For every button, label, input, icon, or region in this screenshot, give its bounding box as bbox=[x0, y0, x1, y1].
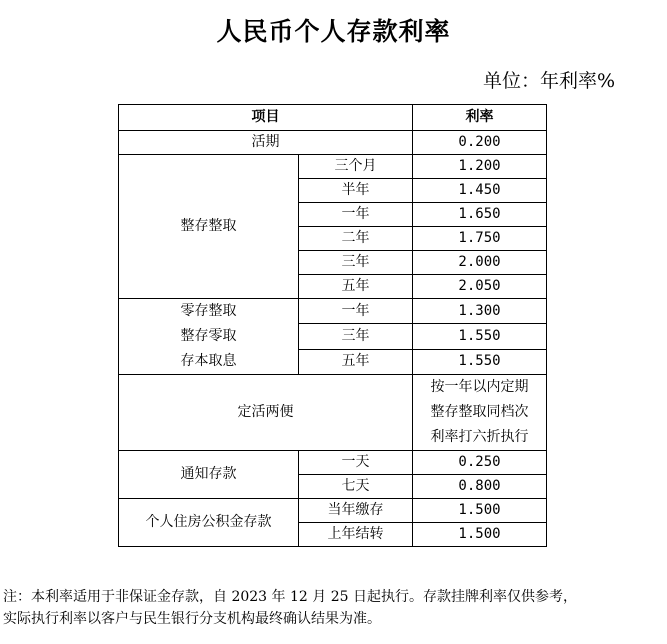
interest-rate-table bbox=[118, 104, 547, 547]
table-row bbox=[119, 375, 547, 451]
dinghuo-rate bbox=[413, 375, 547, 451]
term-cell: 一天 bbox=[299, 451, 413, 475]
dinghuo-label: 定活两便 bbox=[119, 375, 413, 451]
table-row bbox=[119, 499, 547, 523]
lingcun-label: 零存整取 bbox=[180, 303, 237, 319]
table-row bbox=[119, 299, 547, 324]
lingcun-labels bbox=[119, 299, 299, 375]
table-header-row bbox=[119, 105, 547, 131]
term-cell: 上年结转 bbox=[299, 523, 413, 547]
rate-cell: 1.650 bbox=[413, 203, 547, 227]
term-cell: 半年 bbox=[299, 179, 413, 203]
footnote-line: 注：本利率适用于非保证金存款，自 2023 年 12 月 25 日起执行。存款挂牌利率仅供参考， bbox=[3, 589, 577, 605]
lingcun-label: 整存零取 bbox=[180, 328, 237, 344]
header-rate: 利率 bbox=[413, 105, 547, 131]
term-cell: 二年 bbox=[299, 227, 413, 251]
table-row bbox=[119, 451, 547, 475]
term-cell: 三年 bbox=[299, 251, 413, 275]
rate-cell: 1.200 bbox=[413, 155, 547, 179]
lingcun-label: 存本取息 bbox=[180, 353, 237, 369]
rate-cell: 1.500 bbox=[413, 523, 547, 547]
tongzhi-label: 通知存款 bbox=[119, 451, 299, 499]
rate-cell: 0.250 bbox=[413, 451, 547, 475]
header-item: 项目 bbox=[119, 105, 413, 131]
page-title: 人民币个人存款利率 bbox=[216, 17, 451, 46]
footnote bbox=[3, 586, 663, 630]
term-cell: 七天 bbox=[299, 475, 413, 499]
dinghuo-rate-line: 整存整取同档次 bbox=[430, 404, 529, 420]
rate-cell: 1.550 bbox=[413, 324, 547, 349]
gongjijin-label: 个人住房公积金存款 bbox=[119, 499, 299, 547]
rate-cell: 1.450 bbox=[413, 179, 547, 203]
term-cell: 一年 bbox=[299, 203, 413, 227]
rate-cell: 2.000 bbox=[413, 251, 547, 275]
term-cell: 一年 bbox=[299, 299, 413, 324]
term-cell: 当年缴存 bbox=[299, 499, 413, 523]
term-cell: 三年 bbox=[299, 324, 413, 349]
rate-cell: 2.050 bbox=[413, 275, 547, 299]
dinghuo-rate-line: 按一年以内定期 bbox=[430, 379, 529, 395]
term-cell: 五年 bbox=[299, 349, 413, 374]
term-cell: 三个月 bbox=[299, 155, 413, 179]
huoqi-rate: 0.200 bbox=[413, 131, 547, 155]
rate-cell: 0.800 bbox=[413, 475, 547, 499]
dinghuo-rate-line: 利率打六折执行 bbox=[430, 429, 529, 445]
rate-cell: 1.550 bbox=[413, 349, 547, 374]
footnote-line: 实际执行利率以客户与民生银行分支机构最终确认结果为准。 bbox=[3, 611, 381, 627]
zhengcun-label: 整存整取 bbox=[119, 155, 299, 299]
table-row bbox=[119, 131, 547, 155]
unit-label: 单位：年利率% bbox=[482, 70, 615, 92]
rate-cell: 1.500 bbox=[413, 499, 547, 523]
rate-cell: 1.300 bbox=[413, 299, 547, 324]
table-row bbox=[119, 155, 547, 179]
term-cell: 五年 bbox=[299, 275, 413, 299]
huoqi-label: 活期 bbox=[119, 131, 413, 155]
rate-cell: 1.750 bbox=[413, 227, 547, 251]
